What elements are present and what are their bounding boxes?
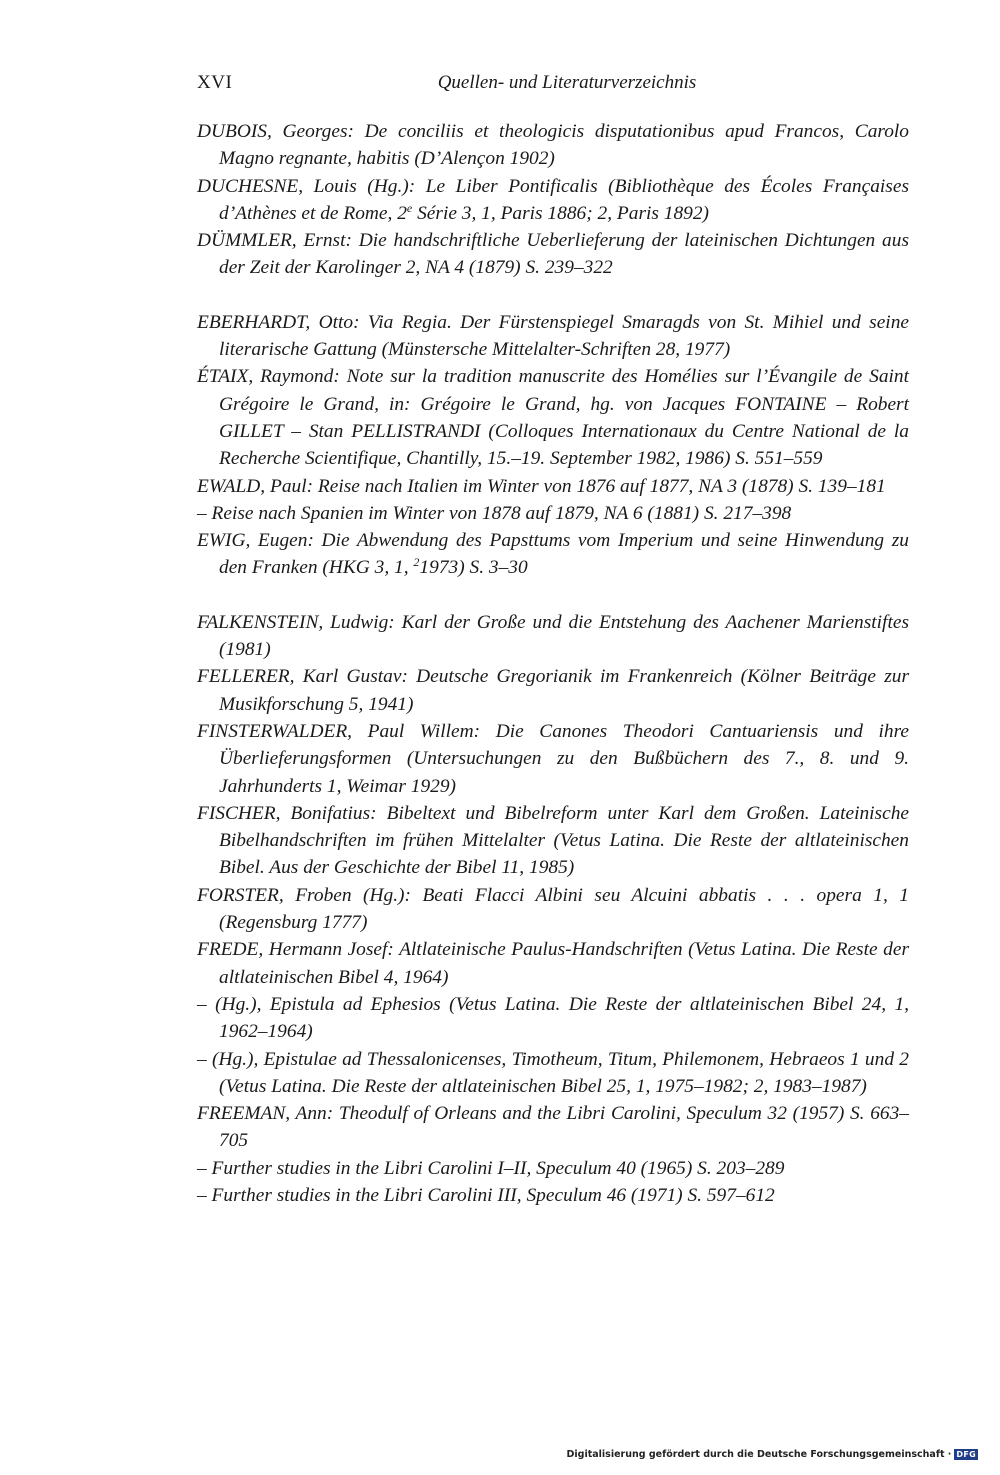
bib-entry: – Further studies in the Libri Carolini I–II, Speculum 40 (1965) S. 203–289 [197, 1157, 785, 1179]
bib-entry [197, 527, 909, 582]
bib-entry [197, 173, 909, 228]
bib-section-f [197, 609, 909, 1210]
bib-entry: – Reise nach Spanien im Winter von 1878 auf 1879, NA 6 (1881) S. 217–398 [197, 502, 792, 524]
bib-entry: FINSTERWALDER, Paul Willem: Die Canones Theodori Cantuariensis und ihre Überlieferungsformen (Untersuchungen zu den Bußbüchern des 7., 8. und 9. Jahrhunderts 1, Weimar 1929) [197, 720, 909, 797]
running-title: Quellen- und Literaturverzeichnis [437, 72, 697, 93]
entry-text: DUCHESNE, Louis (Hg.): Le Liber Pontificalis (Bibliothèque des Écoles Françaises d’Athènes et de Rome, 2 [197, 175, 909, 224]
page-number: XVI [197, 72, 233, 93]
bib-section-d [197, 118, 909, 282]
bib-entry: EBERHARDT, Otto: Via Regia. Der Fürstenspiegel Smaragds von St. Mihiel und seine literarische Gattung (Münstersche Mittelalter-Schriften 28, 1977) [197, 311, 909, 361]
entry-text: Série 3, 1, Paris 1886; 2, Paris 1892) [412, 202, 710, 224]
bib-entry: ÉTAIX, Raymond: Note sur la tradition manuscrite des Homélies sur l’Évangile de Saint Grégoire le Grand, in: Grégoire le Grand, hg. von Jacques FONTAINE – Robert GILLET – Stan PELLISTRANDI (Colloques Internationaux du Centre National de la Recherche Scientifique, Chantilly, 15.–19. September 1982, 1986) S. 551–559 [197, 366, 909, 470]
bib-entry: FORSTER, Froben (Hg.): Beati Flacci Albini seu Alcuini abbatis . . . opera 1, 1 (Regensburg 1777) [197, 884, 909, 934]
bib-section-e [197, 309, 909, 582]
bib-entry: FREDE, Hermann Josef: Altlateinische Paulus-Handschriften (Vetus Latina. Die Reste der altlateinischen Bibel 4, 1964) [197, 939, 909, 988]
entry-text: 1973) S. 3–30 [419, 557, 528, 579]
bibliography [197, 118, 909, 1209]
page-header [197, 72, 909, 102]
dfg-logo: DFG [956, 1450, 976, 1459]
superscript: 2 [413, 555, 420, 570]
bib-entry: FISCHER, Bonifatius: Bibeltext und Bibelreform unter Karl dem Großen. Lateinische Bibelhandschriften im frühen Mittelalter (Vetus Latina. Die Reste der altlateinischen Bibel. Aus der Geschichte der Bibel 11, 1985) [197, 802, 909, 879]
bib-entry: DÜMMLER, Ernst: Die handschriftliche Ueberlieferung der lateinischen Dichtungen aus der Zeit der Karolinger 2, NA 4 (1879) S. 239–322 [197, 230, 909, 279]
superscript: e [406, 200, 413, 215]
bib-entry: – Further studies in the Libri Carolini III, Speculum 46 (1971) S. 597–612 [197, 1184, 775, 1206]
footer-text: Digitalisierung gefördert durch die Deutsche Forschungsgemeinschaft · [566, 1449, 952, 1460]
entry-text: EWIG, Eugen: Die Abwendung des Papsttums vom Imperium und seine Hinwendung zu den Franken (HKG 3, 1, [197, 530, 909, 579]
bib-entry: DUBOIS, Georges: De conciliis et theologicis disputationibus apud Francos, Carolo Magno regnante, habitis (D’Alençon 1902) [197, 121, 909, 170]
bib-entry: – (Hg.), Epistulae ad Thessalonicenses, Timotheum, Titum, Philemonem, Hebraeos 1 und 2 (Vetus Latina. Die Reste der altlateinischen Bibel 25, 1, 1975–1982; 2, 1983–1987) [197, 1048, 909, 1097]
bib-entry: EWALD, Paul: Reise nach Italien im Winter von 1876 auf 1877, NA 3 (1878) S. 139–181 [197, 475, 886, 497]
bib-entry: FALKENSTEIN, Ludwig: Karl der Große und die Entstehung des Aachener Marienstiftes (1981) [197, 611, 909, 661]
bib-entry: FREEMAN, Ann: Theodulf of Orleans and the Libri Carolini, Speculum 32 (1957) S. 663–705 [197, 1103, 909, 1152]
bib-entry: FELLERER, Karl Gustav: Deutsche Gregorianik im Frankenreich (Kölner Beiträge zur Musikforschung 5, 1941) [197, 666, 909, 715]
bib-entry: – (Hg.), Epistula ad Ephesios (Vetus Latina. Die Reste der altlateinischen Bibel 24, 1, 1962–1964) [197, 993, 909, 1043]
digitization-footer [567, 1449, 978, 1460]
